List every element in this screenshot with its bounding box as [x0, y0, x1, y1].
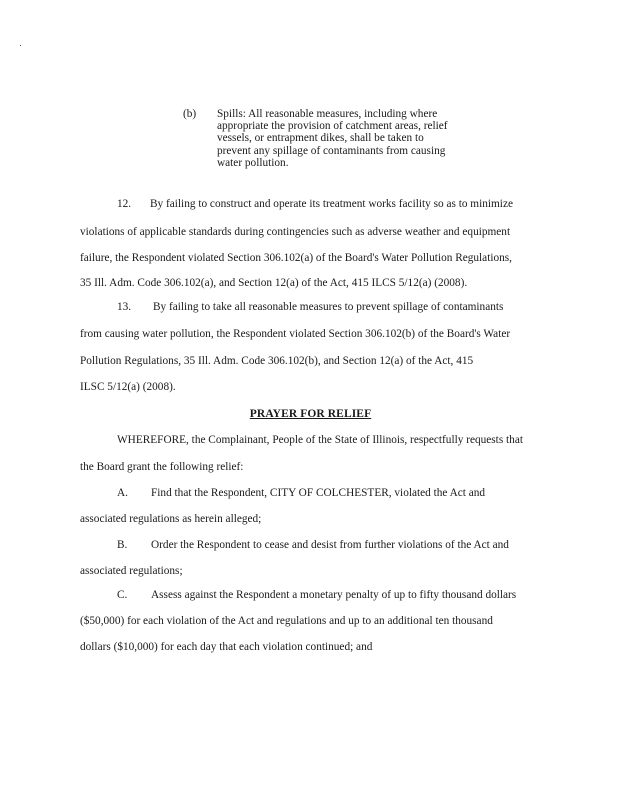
paragraph-12-line: failure, the Respondent violated Section 306.102(a) of the Board's Water Pollution Regulations,	[80, 252, 512, 264]
wherefore-line: WHEREFORE, the Complainant, People of the State of Illinois, respectfully requests that	[117, 434, 523, 446]
wherefore-line: the Board grant the following relief:	[80, 461, 244, 473]
relief-b-line: associated regulations;	[80, 565, 183, 577]
subsection-line: water pollution.	[217, 156, 289, 169]
subsection-line: prevent any spillage of contaminants from causing	[217, 144, 446, 157]
relief-c-line: Assess against the Respondent a monetary penalty of up to fifty thousand dollars	[151, 589, 517, 601]
subsection-line: appropriate the provision of catchment areas, relief	[217, 120, 448, 133]
paragraph-12-line: By failing to construct and operate its treatment works facility so as to minimize	[150, 198, 513, 210]
relief-a-line: associated regulations as herein alleged;	[80, 513, 262, 525]
paragraph-12-line: violations of applicable standards during contingencies such as adverse weather and equipment	[80, 226, 511, 238]
paragraph-13-line: ILSC 5/12(a) (2008).	[80, 381, 176, 393]
subsection-label: (b)	[183, 108, 197, 120]
relief-a-line: Find that the Respondent, CITY OF COLCHESTER, violated the Act and	[151, 487, 486, 499]
subsection-line: vessels, or entrapment dikes, shall be taken to	[217, 132, 424, 145]
relief-b-letter: B.	[117, 539, 128, 551]
relief-b-line: Order the Respondent to cease and desist from further violations of the Act and	[151, 539, 509, 551]
paragraph-13-number: 13.	[117, 301, 132, 313]
relief-c-letter: C.	[117, 589, 128, 601]
paragraph-12-line: 35 Ill. Adm. Code 306.102(a), and Section 12(a) of the Act, 415 ILCS 5/12(a) (2008).	[80, 277, 468, 289]
paragraph-12-number: 12.	[117, 198, 132, 210]
subsection-text	[217, 108, 457, 169]
prayer-for-relief-heading: PRAYER FOR RELIEF	[249, 408, 372, 420]
relief-a-letter: A.	[117, 487, 128, 499]
paragraph-13-line: Pollution Regulations, 35 Ill. Adm. Code 306.102(b), and Section 12(a) of the Act, 415	[80, 355, 474, 367]
paragraph-13-line: By failing to take all reasonable measures to prevent spillage of contaminants	[153, 301, 504, 313]
relief-c-line: ($50,000) for each violation of the Act and regulations and up to an additional ten thousand	[80, 615, 493, 627]
scan-speck	[20, 45, 21, 46]
subsection-line: Spills: All reasonable measures, including where	[217, 108, 438, 120]
paragraph-13-line: from causing water pollution, the Respondent violated Section 306.102(b) of the Board's Water	[80, 328, 511, 340]
relief-c-line: dollars ($10,000) for each day that each violation continued; and	[80, 641, 373, 653]
